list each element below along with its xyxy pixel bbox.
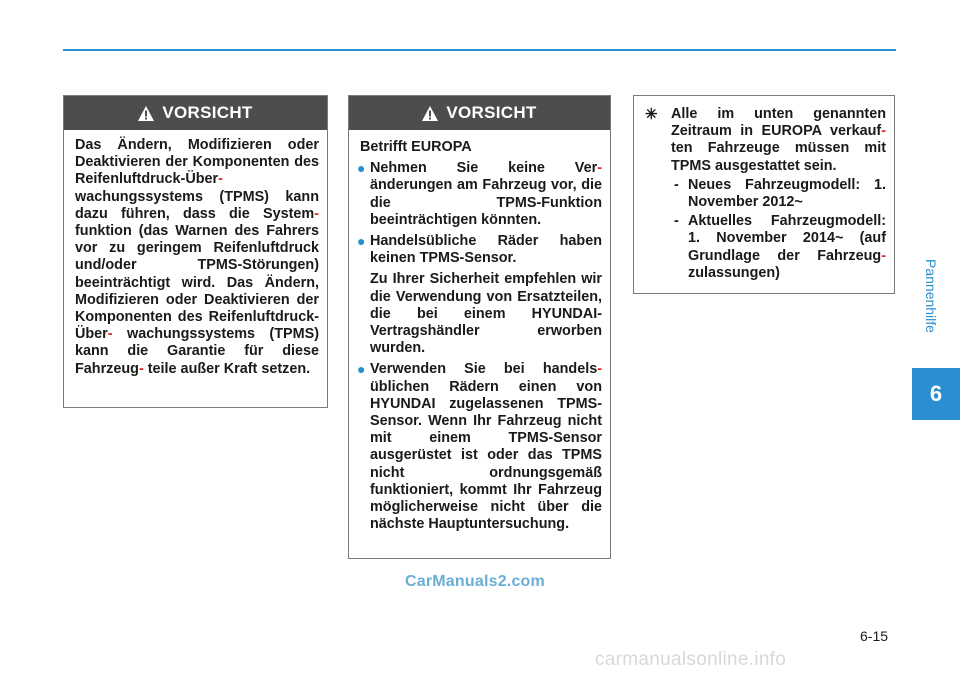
- caution-intro: Betrifft EUROPA: [360, 139, 472, 155]
- caution-header-2: [349, 96, 610, 130]
- caution-title-2: VORSICHT: [446, 103, 537, 122]
- note-box: [633, 95, 895, 294]
- bullet-icon: ●: [357, 160, 366, 177]
- list-item: - Aktuelles Fahrzeugmodell: 1. November 2014~ (auf Grundlage der Fahrzeug- zulassungen): [674, 213, 886, 281]
- list-item: ● Nehmen Sie keine Ver- änderungen am Fahrzeug vor, die die TPMS-Funktion beeinträchtigen könnten.: [357, 160, 602, 228]
- bullet-icon: ●: [357, 233, 366, 250]
- warning-icon: [138, 106, 154, 121]
- page-number: 6-15: [860, 628, 889, 644]
- note-text: [634, 96, 894, 282]
- watermark: CarManuals2.com: [405, 573, 545, 590]
- warning-icon: [422, 106, 438, 121]
- top-rule: [63, 49, 896, 51]
- caution-title-1: VORSICHT: [162, 103, 253, 122]
- caution-text-2: [349, 130, 610, 533]
- list-item: - Neues Fahrzeugmodell: 1. November 2012~: [674, 176, 886, 211]
- list-item: ● Verwenden Sie bei handels- üblichen Rädern einen von HYUNDAI zugelassenen TPMS-Sensor. Wenn Ihr Fahrzeug nicht mit einem TPMS-Sensor ausgerüstet ist oder das TPMS nicht ordnungsgemäß funktioniert, kommt Ihr Fahrzeug möglicherweise nicht über die nächste Hauptuntersuchung.: [357, 361, 602, 533]
- list-item-note: Zu Ihrer Sicherheit empfehlen wir die Verwendung von Ersatzteilen, die bei einem HYUNDAI-Vertragshändler erworben wurden.: [370, 271, 602, 357]
- caution-header-1: [64, 96, 327, 130]
- list-item: ● Handelsübliche Räder haben keinen TPMS-Sensor.: [357, 233, 602, 267]
- caution-text-1: Das Ändern, Modifizieren oder Deaktivieren der Komponenten des Reifenluftdruck-Über- wachungssystems (TPMS) kann dazu führen, dass die System- funktion (das Warnen des Fahrers vor zu geringem Reifenluftdruck und/oder TPMS-Störungen) beeinträchtigt wird. Das Ändern, Modifizieren oder Deaktivieren der Komponenten des Reifenluftdruck-Über- wachungssystems (TPMS) kann die Garantie für diese Fahrzeug- teile außer Kraft setzen.: [75, 137, 319, 377]
- chapter-tab: 6: [912, 368, 960, 420]
- note-heading: ✳ Alle im unten genannten Zeitraum in EUROPA verkauf- ten Fahrzeuge müssen mit TPMS ausgestattet sein.: [645, 106, 886, 174]
- caution-box-1: [63, 95, 328, 408]
- asterisk-icon: ✳: [645, 106, 658, 123]
- caution-box-2: [348, 95, 611, 559]
- bullet-icon: ●: [357, 361, 366, 378]
- footer-watermark: carmanualsonline.info: [595, 649, 787, 670]
- section-label: Pannenhilfe: [923, 259, 939, 333]
